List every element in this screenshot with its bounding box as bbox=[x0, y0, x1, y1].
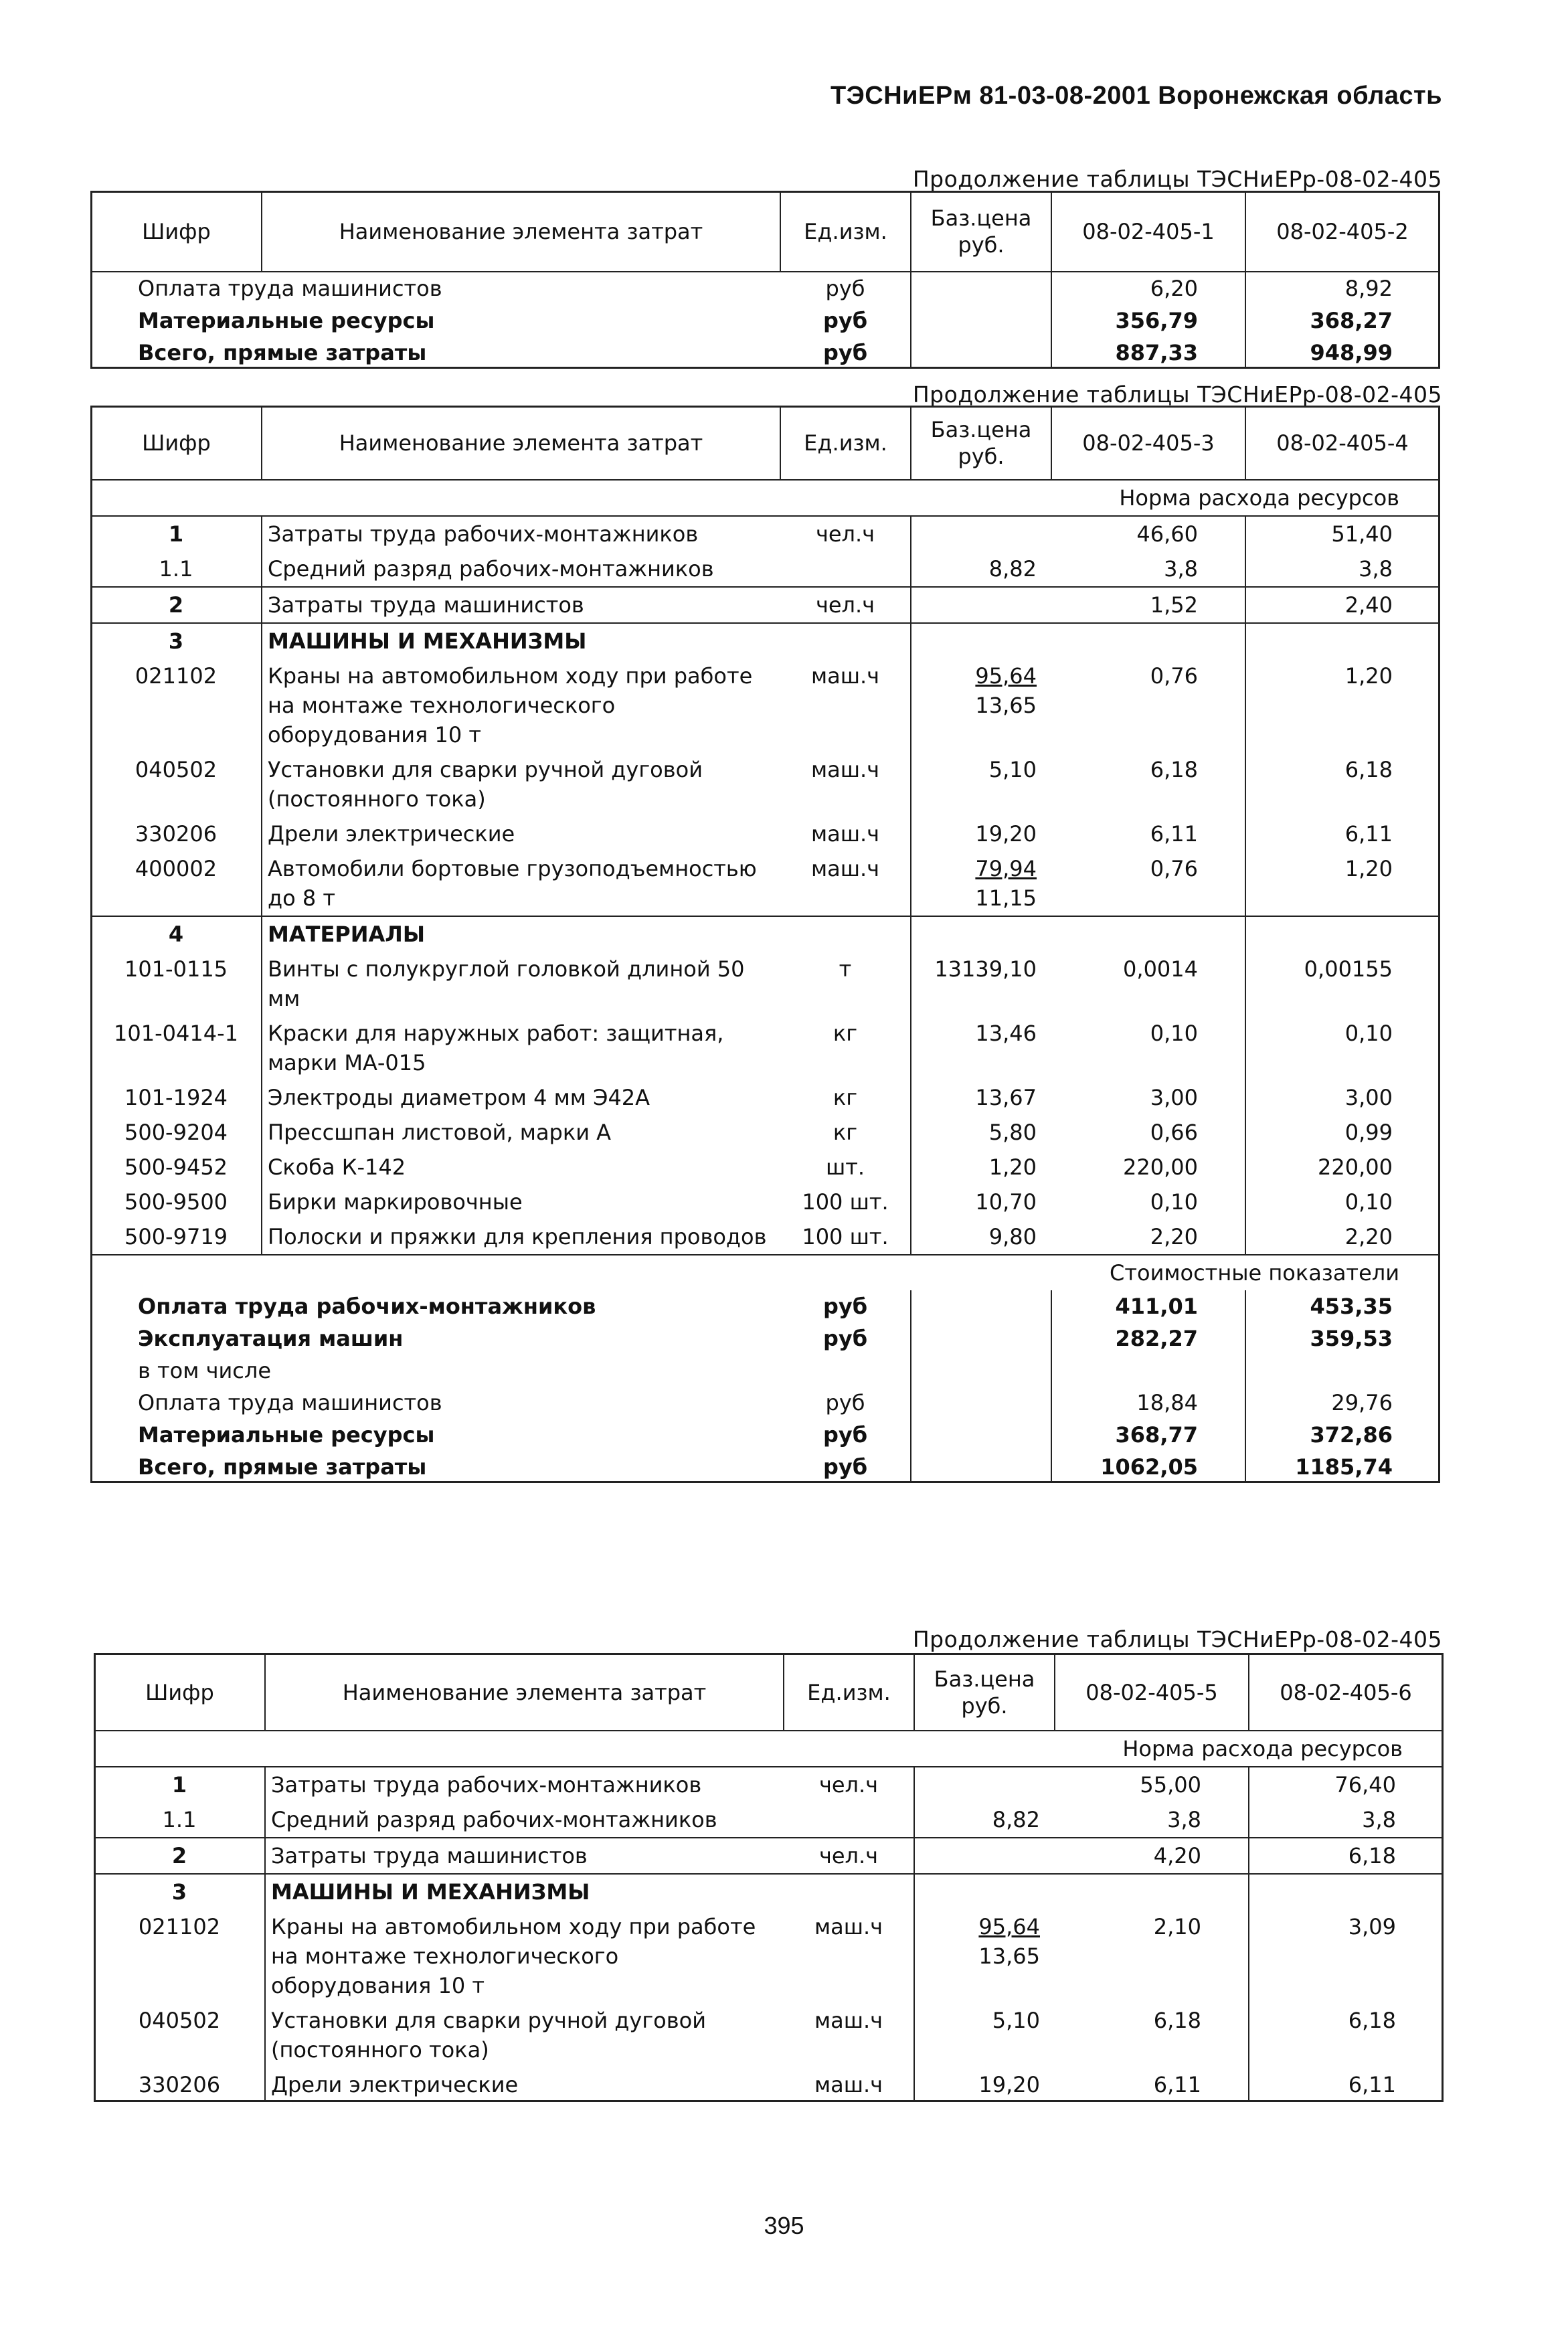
table-row bbox=[91, 816, 1440, 851]
cell-unit: руб bbox=[825, 276, 865, 301]
col-b-header: 08-02-405-2 bbox=[1245, 191, 1440, 272]
cell-name: Оплата труда машинистов bbox=[138, 1390, 442, 1415]
cell-unit: маш.ч bbox=[814, 2072, 883, 2097]
cell-value-b: 948,99 bbox=[1245, 337, 1440, 369]
cell-value-a: 1062,05 bbox=[1051, 1451, 1245, 1483]
cell-unit bbox=[780, 1355, 911, 1387]
cell-code: 330206 bbox=[138, 2072, 221, 2097]
cost-row bbox=[91, 1290, 1440, 1322]
cell-value-a: 3,00 bbox=[1150, 1085, 1198, 1110]
cell-code: 101-0414-1 bbox=[114, 1021, 238, 1046]
cell-price-value-2: 13,65 bbox=[975, 693, 1037, 718]
cost-row bbox=[91, 1387, 1440, 1419]
cell-unit bbox=[780, 551, 911, 587]
table2 bbox=[90, 406, 1440, 1483]
cell-value-b: 6,11 bbox=[1249, 2067, 1443, 2102]
cell-value-a: 0,10 bbox=[1150, 1189, 1198, 1215]
table-row bbox=[94, 2003, 1443, 2067]
cell-value-a: 6,11 bbox=[1150, 821, 1198, 847]
cost-row bbox=[91, 337, 1440, 369]
cell-name: Затраты труда рабочих-монтажников bbox=[262, 516, 780, 551]
cell-value-b: 359,53 bbox=[1245, 1322, 1440, 1355]
cell-unit: маш.ч bbox=[814, 2008, 883, 2033]
col-unit-header: Ед.изм. bbox=[780, 191, 911, 272]
cell-unit: чел.ч bbox=[784, 1767, 914, 1802]
cell-value-b: 6,11 bbox=[1245, 816, 1440, 851]
cell-value-b: 1185,74 bbox=[1245, 1451, 1440, 1483]
cell-price: 5,10 bbox=[911, 752, 1051, 816]
cell-value-b bbox=[1249, 1874, 1443, 1909]
cell-price: 13139,10 bbox=[911, 952, 1051, 1016]
cell-name: Бирки маркировочные bbox=[262, 1185, 780, 1219]
cell-value-a: 3,8 bbox=[1164, 556, 1198, 582]
cell-code: 3 bbox=[94, 1874, 265, 1909]
cell-price bbox=[911, 1290, 1051, 1322]
col-a-header: 08-02-405-3 bbox=[1051, 406, 1245, 480]
cell-name: Электроды диаметром 4 мм Э42А bbox=[262, 1080, 780, 1115]
table-row bbox=[94, 1767, 1443, 1802]
cell-name: Дрели электрические bbox=[262, 816, 780, 851]
cell-name: Краны на автомобильном ходу при работе на монтаже технологического оборудования 10 т bbox=[262, 659, 780, 752]
cost-row bbox=[91, 305, 1440, 337]
cell-name: Скоба К-142 bbox=[262, 1150, 780, 1185]
cell-price bbox=[911, 1419, 1051, 1451]
cell-unit: чел.ч bbox=[780, 587, 911, 623]
cell-unit bbox=[784, 1874, 914, 1909]
cell-value-b: 3,8 bbox=[1245, 551, 1440, 587]
cell-unit: руб bbox=[822, 1454, 868, 1480]
cell-code: 021102 bbox=[135, 663, 217, 689]
cell-unit: руб bbox=[825, 1390, 865, 1415]
col-b-header: 08-02-405-6 bbox=[1249, 1654, 1443, 1731]
cell-value-a bbox=[1051, 1355, 1245, 1387]
cell-unit bbox=[780, 623, 911, 659]
cell-value-a: 2,20 bbox=[1150, 1224, 1198, 1249]
page-number: 395 bbox=[764, 2212, 804, 2239]
cell-price bbox=[911, 337, 1051, 369]
cost-row bbox=[91, 272, 1440, 305]
cell-name: Установки для сварки ручной дуговой (постоянного тока) bbox=[262, 752, 780, 816]
page-header: ТЭСНиЕРм 81-03-08-2001 Воронежская область bbox=[831, 82, 1442, 110]
cell-price bbox=[914, 1838, 1055, 1874]
cell-value-b: 372,86 bbox=[1245, 1419, 1440, 1451]
cell-name: МАШИНЫ И МЕХАНИЗМЫ bbox=[265, 1874, 784, 1909]
cell-code: 400002 bbox=[135, 856, 217, 881]
cell-value-a: 4,20 bbox=[1055, 1838, 1249, 1874]
cell-value-a: 6,20 bbox=[1051, 272, 1245, 305]
cell-value-a: 2,10 bbox=[1153, 1914, 1201, 1939]
cell-name: Эксплуатация машин bbox=[138, 1326, 404, 1351]
cell-unit: кг bbox=[833, 1021, 858, 1046]
cell-name: Всего, прямые затраты bbox=[138, 340, 427, 365]
cell-value-a: 220,00 bbox=[1123, 1154, 1198, 1180]
cell-value-a: 18,84 bbox=[1051, 1387, 1245, 1419]
col-name-header: Наименование элемента затрат bbox=[265, 1654, 784, 1731]
cell-code: 2 bbox=[94, 1838, 265, 1874]
table-row bbox=[94, 1838, 1443, 1874]
col-name-header: Наименование элемента затрат bbox=[262, 406, 780, 480]
cell-price: 5,80 bbox=[911, 1115, 1051, 1150]
cell-price-value-2: 13,65 bbox=[978, 1943, 1040, 1969]
cell-price bbox=[911, 916, 1051, 952]
table-row bbox=[91, 551, 1440, 587]
cell-name: в том числе bbox=[138, 1358, 271, 1383]
cell-name: Установки для сварки ручной дуговой (постоянного тока) bbox=[265, 2003, 784, 2067]
cell-price bbox=[911, 1451, 1051, 1483]
table1 bbox=[90, 191, 1440, 369]
cell-value-a bbox=[1051, 623, 1245, 659]
cell-value-a: 0,66 bbox=[1150, 1120, 1198, 1145]
cell-price-value: 95,64 bbox=[978, 1914, 1040, 1939]
table-row bbox=[91, 516, 1440, 551]
cell-name: Прессшпан листовой, марки А bbox=[262, 1115, 780, 1150]
col-a-header: 08-02-405-1 bbox=[1051, 191, 1245, 272]
cell-unit: маш.ч bbox=[810, 856, 880, 881]
cell-code: 330206 bbox=[135, 821, 217, 847]
cell-name: Оплата труда машинистов bbox=[138, 276, 442, 301]
cell-code: 101-1924 bbox=[124, 1085, 228, 1110]
cell-value-a: 356,79 bbox=[1051, 305, 1245, 337]
cell-code: 101-0115 bbox=[124, 956, 228, 982]
cell-unit: кг bbox=[833, 1120, 858, 1145]
cell-code: 040502 bbox=[135, 757, 217, 782]
cell-value-a: 887,33 bbox=[1051, 337, 1245, 369]
cell-value-b: 0,00155 bbox=[1245, 952, 1440, 1016]
cell-name: Материальные ресурсы bbox=[138, 1422, 435, 1448]
table-row bbox=[94, 1874, 1443, 1909]
cell-value-b: 29,76 bbox=[1245, 1387, 1440, 1419]
cell-code: 040502 bbox=[138, 2008, 221, 2033]
cell-unit: руб bbox=[822, 308, 868, 333]
cell-value-a: 0,76 bbox=[1150, 663, 1198, 689]
cell-name: Дрели электрические bbox=[265, 2067, 784, 2102]
cell-price: 19,20 bbox=[914, 2067, 1055, 2102]
col-code-header: Шифр bbox=[91, 191, 262, 272]
cell-value-a: 368,77 bbox=[1051, 1419, 1245, 1451]
cell-value-a: 6,18 bbox=[1150, 757, 1198, 782]
cell-price bbox=[911, 587, 1051, 623]
table-row bbox=[91, 1016, 1440, 1080]
col-price-header: Баз.цена руб. bbox=[911, 191, 1051, 272]
cell-code: 3 bbox=[91, 623, 262, 659]
table-row bbox=[91, 752, 1440, 816]
cell-price bbox=[911, 1387, 1051, 1419]
cell-unit: маш.ч bbox=[810, 821, 880, 847]
cell-value-b: 8,92 bbox=[1245, 272, 1440, 305]
cell-unit: чел.ч bbox=[780, 516, 911, 551]
cell-value-b: 76,40 bbox=[1249, 1767, 1443, 1802]
cell-price: 5,10 bbox=[914, 2003, 1055, 2067]
table-row bbox=[94, 1802, 1443, 1838]
cell-value-a: 282,27 bbox=[1051, 1322, 1245, 1355]
cell-price bbox=[911, 851, 1051, 916]
cell-name: Затраты труда машинистов bbox=[262, 587, 780, 623]
cell-value-a: 0,0014 bbox=[1123, 956, 1198, 982]
table-row bbox=[91, 1219, 1440, 1255]
table-row bbox=[91, 851, 1440, 916]
cell-unit: маш.ч bbox=[810, 757, 880, 782]
cell-value-b: 6,18 bbox=[1245, 752, 1440, 816]
cell-value-b: 220,00 bbox=[1245, 1150, 1440, 1185]
cell-value-b: 1,20 bbox=[1245, 659, 1440, 752]
table-row bbox=[91, 659, 1440, 752]
cell-value-a: 0,10 bbox=[1150, 1021, 1198, 1046]
cell-code: 4 bbox=[91, 916, 262, 952]
cell-unit: 100 шт. bbox=[802, 1189, 889, 1215]
cell-value-a: 6,18 bbox=[1153, 2008, 1201, 2033]
cell-price: 10,70 bbox=[911, 1185, 1051, 1219]
cell-name: Винты с полукруглой головкой длиной 50 мм bbox=[262, 952, 780, 1016]
cell-unit: руб bbox=[822, 1422, 868, 1448]
cell-unit: 100 шт. bbox=[802, 1224, 889, 1249]
cell-price-value-2: 11,15 bbox=[975, 885, 1037, 911]
cost-label: Стоимостные показатели bbox=[91, 1255, 1440, 1290]
col-unit-header: Ед.изм. bbox=[780, 406, 911, 480]
table-row bbox=[91, 587, 1440, 623]
cell-price bbox=[911, 516, 1051, 551]
cell-value-a bbox=[1055, 1874, 1249, 1909]
cell-code: 2 bbox=[91, 587, 262, 623]
cell-value-a bbox=[1051, 916, 1245, 952]
table-row bbox=[91, 916, 1440, 952]
cell-unit: маш.ч bbox=[810, 663, 880, 689]
table-row bbox=[91, 1150, 1440, 1185]
cell-unit: кг bbox=[833, 1085, 858, 1110]
cell-value-b bbox=[1245, 1355, 1440, 1387]
cell-unit: т bbox=[839, 956, 852, 982]
col-name-header: Наименование элемента затрат bbox=[262, 191, 780, 272]
cell-price: 13,67 bbox=[911, 1080, 1051, 1115]
cell-unit: руб bbox=[822, 340, 868, 365]
cell-value-b: 6,18 bbox=[1249, 1838, 1443, 1874]
cell-value-a: 6,11 bbox=[1153, 2072, 1201, 2097]
cell-unit: руб bbox=[822, 1326, 868, 1351]
cell-value-a: 46,60 bbox=[1051, 516, 1245, 551]
table2-caption: Продолжение таблицы ТЭСНиЕРр-08-02-405 bbox=[912, 381, 1442, 408]
cell-name: Всего, прямые затраты bbox=[138, 1454, 427, 1480]
cell-value-b: 51,40 bbox=[1245, 516, 1440, 551]
cell-name: Полоски и пряжки для крепления проводов bbox=[262, 1219, 780, 1255]
cell-unit: руб bbox=[822, 1294, 868, 1319]
table1-caption: Продолжение таблицы ТЭСНиЕРр-08-02-405 bbox=[912, 166, 1442, 192]
norm-label: Норма расхода ресурсов bbox=[1122, 1736, 1403, 1761]
cell-price bbox=[911, 272, 1051, 305]
cell-code: 1 bbox=[91, 516, 262, 551]
cell-value-a: 411,01 bbox=[1051, 1290, 1245, 1322]
cell-value-a: 1,52 bbox=[1051, 587, 1245, 623]
cell-code: 500-9452 bbox=[124, 1154, 228, 1180]
cell-price: 8,82 bbox=[914, 1802, 1055, 1838]
col-unit-header: Ед.изм. bbox=[784, 1654, 914, 1731]
cell-price bbox=[911, 305, 1051, 337]
col-price-header: Баз.цена руб. bbox=[911, 406, 1051, 480]
col-price-header: Баз.цена руб. bbox=[914, 1654, 1055, 1731]
cost-row bbox=[91, 1322, 1440, 1355]
cell-unit: шт. bbox=[825, 1154, 865, 1180]
cell-name: МАТЕРИАЛЫ bbox=[262, 916, 780, 952]
cell-code: 021102 bbox=[138, 1914, 221, 1939]
cell-value-b: 3,00 bbox=[1245, 1080, 1440, 1115]
cell-price: 13,46 bbox=[911, 1016, 1051, 1080]
cost-row bbox=[91, 1451, 1440, 1483]
cell-name: Средний разряд рабочих-монтажников bbox=[265, 1802, 784, 1838]
cell-value-b: 2,20 bbox=[1245, 1219, 1440, 1255]
cell-name: Затраты труда машинистов bbox=[265, 1838, 784, 1874]
table-row bbox=[91, 1115, 1440, 1150]
cell-unit: чел.ч bbox=[784, 1838, 914, 1874]
cell-value-b: 0,10 bbox=[1245, 1016, 1440, 1080]
cost-row bbox=[91, 1355, 1440, 1387]
cell-code: 500-9500 bbox=[124, 1189, 228, 1215]
cell-value-a: 55,00 bbox=[1055, 1767, 1249, 1802]
cell-price: 19,20 bbox=[911, 816, 1051, 851]
table-row bbox=[94, 1909, 1443, 2003]
cell-price-value: 79,94 bbox=[975, 856, 1037, 881]
cell-name: Затраты труда рабочих-монтажников bbox=[265, 1767, 784, 1802]
norm-label: Норма расхода ресурсов bbox=[1119, 485, 1399, 511]
cell-name: МАШИНЫ И МЕХАНИЗМЫ bbox=[262, 623, 780, 659]
cost-row bbox=[91, 1419, 1440, 1451]
cell-value-a: 0,76 bbox=[1150, 856, 1198, 881]
cell-value-b: 368,27 bbox=[1245, 305, 1440, 337]
cell-name: Оплата труда рабочих-монтажников bbox=[138, 1294, 596, 1319]
table-row bbox=[91, 952, 1440, 1016]
cell-value-b: 0,99 bbox=[1245, 1115, 1440, 1150]
cell-unit bbox=[780, 916, 911, 952]
cell-price bbox=[911, 659, 1051, 752]
cell-name: Средний разряд рабочих-монтажников bbox=[262, 551, 780, 587]
cell-price bbox=[911, 1355, 1051, 1387]
cell-value-b bbox=[1245, 623, 1440, 659]
cell-code: 1.1 bbox=[159, 556, 193, 582]
cell-name: Автомобили бортовые грузоподъемностью до 8 т bbox=[262, 851, 780, 916]
cell-code: 500-9204 bbox=[124, 1120, 228, 1145]
cell-price bbox=[911, 623, 1051, 659]
cell-code: 1.1 bbox=[162, 1807, 197, 1832]
cell-value-b: 1,20 bbox=[1245, 851, 1440, 916]
cell-value-b: 0,10 bbox=[1245, 1185, 1440, 1219]
cell-name: Материальные ресурсы bbox=[138, 308, 435, 333]
cell-value-b: 6,18 bbox=[1249, 2003, 1443, 2067]
table-row bbox=[91, 623, 1440, 659]
cell-price: 1,20 bbox=[911, 1150, 1051, 1185]
cell-price-value: 95,64 bbox=[975, 663, 1037, 689]
table3 bbox=[94, 1653, 1444, 2102]
col-b-header: 08-02-405-4 bbox=[1245, 406, 1440, 480]
table-row bbox=[94, 2067, 1443, 2102]
cell-price: 8,82 bbox=[911, 551, 1051, 587]
table3-caption: Продолжение таблицы ТЭСНиЕРр-08-02-405 bbox=[912, 1626, 1442, 1652]
col-code-header: Шифр bbox=[94, 1654, 265, 1731]
cell-value-b bbox=[1245, 916, 1440, 952]
cell-value-b: 453,35 bbox=[1245, 1290, 1440, 1322]
cell-name: Краны на автомобильном ходу при работе на монтаже технологического оборудования 10 т bbox=[265, 1909, 784, 2003]
cell-code: 1 bbox=[94, 1767, 265, 1802]
cell-price bbox=[914, 1909, 1055, 2003]
table-row bbox=[91, 1185, 1440, 1219]
table-row bbox=[91, 1080, 1440, 1115]
cell-value-b: 3,09 bbox=[1249, 1909, 1443, 2003]
cell-price bbox=[914, 1874, 1055, 1909]
cell-value-b: 3,8 bbox=[1249, 1802, 1443, 1838]
cell-price: 9,80 bbox=[911, 1219, 1051, 1255]
cell-unit: маш.ч bbox=[814, 1914, 883, 1939]
cell-value-a: 3,8 bbox=[1167, 1807, 1201, 1832]
col-code-header: Шифр bbox=[91, 406, 262, 480]
cell-unit bbox=[784, 1802, 914, 1838]
cell-name: Краски для наружных работ: защитная, марки МА-015 bbox=[262, 1016, 780, 1080]
cell-value-b: 2,40 bbox=[1245, 587, 1440, 623]
cell-price bbox=[914, 1767, 1055, 1802]
cell-price bbox=[911, 1322, 1051, 1355]
cell-code: 500-9719 bbox=[124, 1224, 228, 1249]
col-a-header: 08-02-405-5 bbox=[1055, 1654, 1249, 1731]
